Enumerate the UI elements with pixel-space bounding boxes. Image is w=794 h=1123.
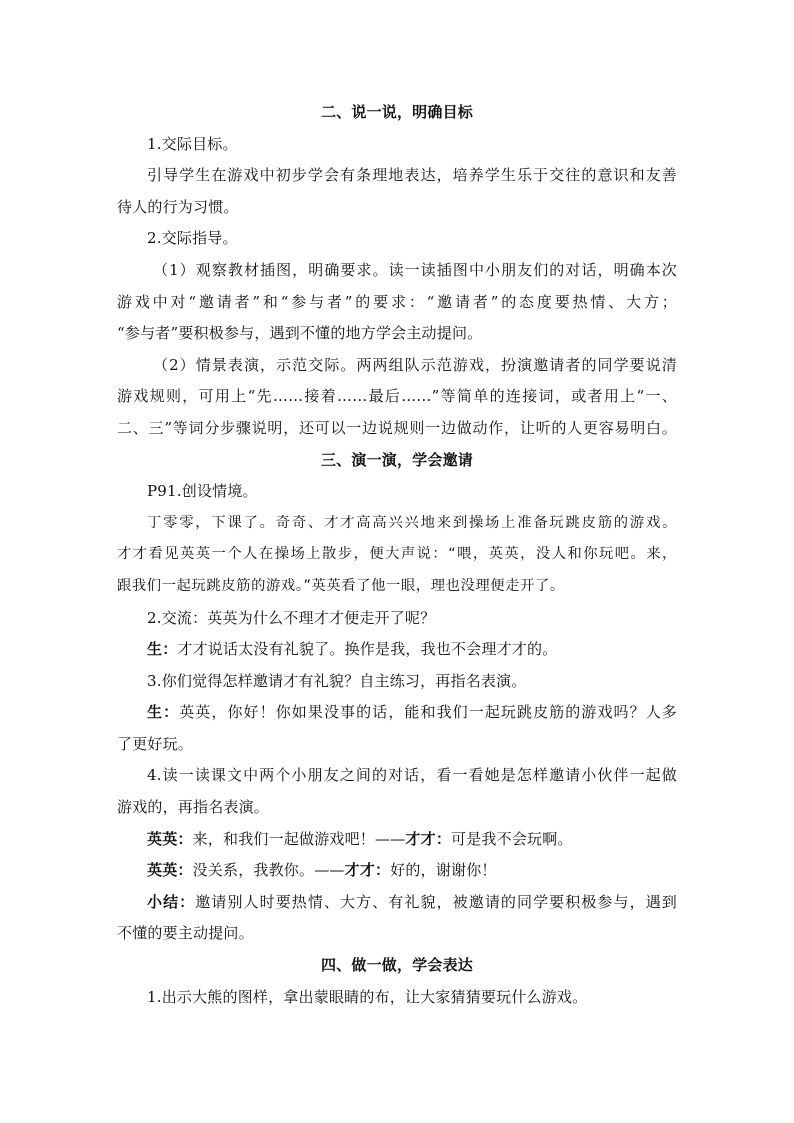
paragraph: 二、三”等词分步骤说明，还可以一边说规则一边做动作，让听的人更容易明白。 bbox=[117, 418, 677, 437]
answer bbox=[117, 697, 677, 729]
paragraph: “参与者”要积极参与，遇到不懂的地方学会主动提问。 bbox=[117, 324, 483, 343]
question: 2.交流：英英为什么不理才才便走开了呢？ bbox=[147, 608, 436, 627]
dialogue-text: 来，和我们一起做游戏吧！—— bbox=[192, 829, 406, 848]
story-paragraph: 丁零零，下课了。奇奇、才才高高兴兴地来到操场上准备玩跳皮筋的游戏。 bbox=[147, 514, 677, 531]
document-content bbox=[117, 97, 677, 1013]
dialogue-line bbox=[117, 824, 677, 856]
paragraph: P91.创设情境。 bbox=[147, 482, 258, 501]
paragraph: 待人的行为习惯。 bbox=[117, 197, 239, 216]
paragraph: （1）观察教材插图，明确要求。读一读插图中小朋友们的对话，明确本次 bbox=[153, 260, 677, 279]
question: 4.读一读课文中两个小朋友之间的对话，看一看她是怎样邀请小伙伴一起做 bbox=[147, 766, 677, 785]
dialogue-line bbox=[117, 855, 677, 887]
paragraph: （2）情景表演，示范交际。两两组队示范游戏，扮演邀请者的同学要说清 bbox=[153, 355, 677, 374]
dialogue-text: 可是我不会玩啊。 bbox=[451, 829, 573, 848]
speaker-label: 才才： bbox=[405, 829, 452, 848]
summary-label: 小结： bbox=[147, 892, 196, 911]
story-paragraph: 跟我们一起玩跳皮筋的游戏。”英英看了他一眼，理也没理便走开了。 bbox=[117, 577, 565, 594]
speaker-label: 才才： bbox=[344, 861, 391, 880]
paragraph: 游戏规则，可用上“先……接着……最后……”等简单的连接词，或者用上“一、 bbox=[117, 387, 677, 406]
speaker-label: 生： bbox=[147, 640, 178, 659]
paragraph: 2.交际指导。 bbox=[147, 229, 238, 248]
summary-text: 邀请别人时要热情、大方、有礼貌，被邀请的同学要积极参与，遇到 bbox=[195, 892, 677, 911]
answer-text: 才才说话太没有礼貌了。换作是我，我也不会理才才的。 bbox=[177, 640, 558, 659]
answer-text: 英英，你好！你如果没事的话，能和我们一起玩跳皮筋的游戏吗？人多 bbox=[179, 703, 677, 722]
summary bbox=[117, 887, 677, 919]
answer bbox=[117, 634, 677, 666]
question: 3.你们觉得怎样邀请才有礼貌？自主练习，再指名表演。 bbox=[147, 671, 527, 690]
section-3-heading: 三、演一演，学会邀请 bbox=[320, 450, 473, 469]
speaker-label: 英英： bbox=[147, 829, 193, 848]
paragraph: 游戏中对“邀请者”和“参与者”的要求：“邀请者”的态度要热情、大方； bbox=[117, 292, 677, 311]
section-2-heading: 二、说一说，明确目标 bbox=[320, 103, 473, 121]
section-4-heading: 四、做一做，学会表达 bbox=[320, 956, 473, 975]
speaker-label: 生： bbox=[147, 703, 180, 722]
story-paragraph: 才才看见英英一个人在操场上散步，便大声说：“喂，英英，没人和你玩吧。来， bbox=[117, 546, 677, 563]
question-continued: 游戏的，再指名表演。 bbox=[117, 798, 270, 817]
dialogue-text: 没关系，我教你。—— bbox=[192, 861, 345, 880]
summary-continued: 不懂的要主动提问。 bbox=[117, 924, 254, 943]
answer-continued: 了更好玩。 bbox=[117, 734, 194, 753]
paragraph: 1.出示大熊的图样，拿出蒙眼睛的布，让大家猜猜要玩什么游戏。 bbox=[147, 987, 588, 1006]
speaker-label: 英英： bbox=[147, 861, 193, 880]
paragraph: 1.交际目标。 bbox=[147, 134, 238, 153]
paragraph: 引导学生在游戏中初步学会有条理地表达，培养学生乐于交往的意识和友善 bbox=[147, 166, 677, 185]
dialogue-text: 好的，谢谢你！ bbox=[390, 861, 497, 880]
